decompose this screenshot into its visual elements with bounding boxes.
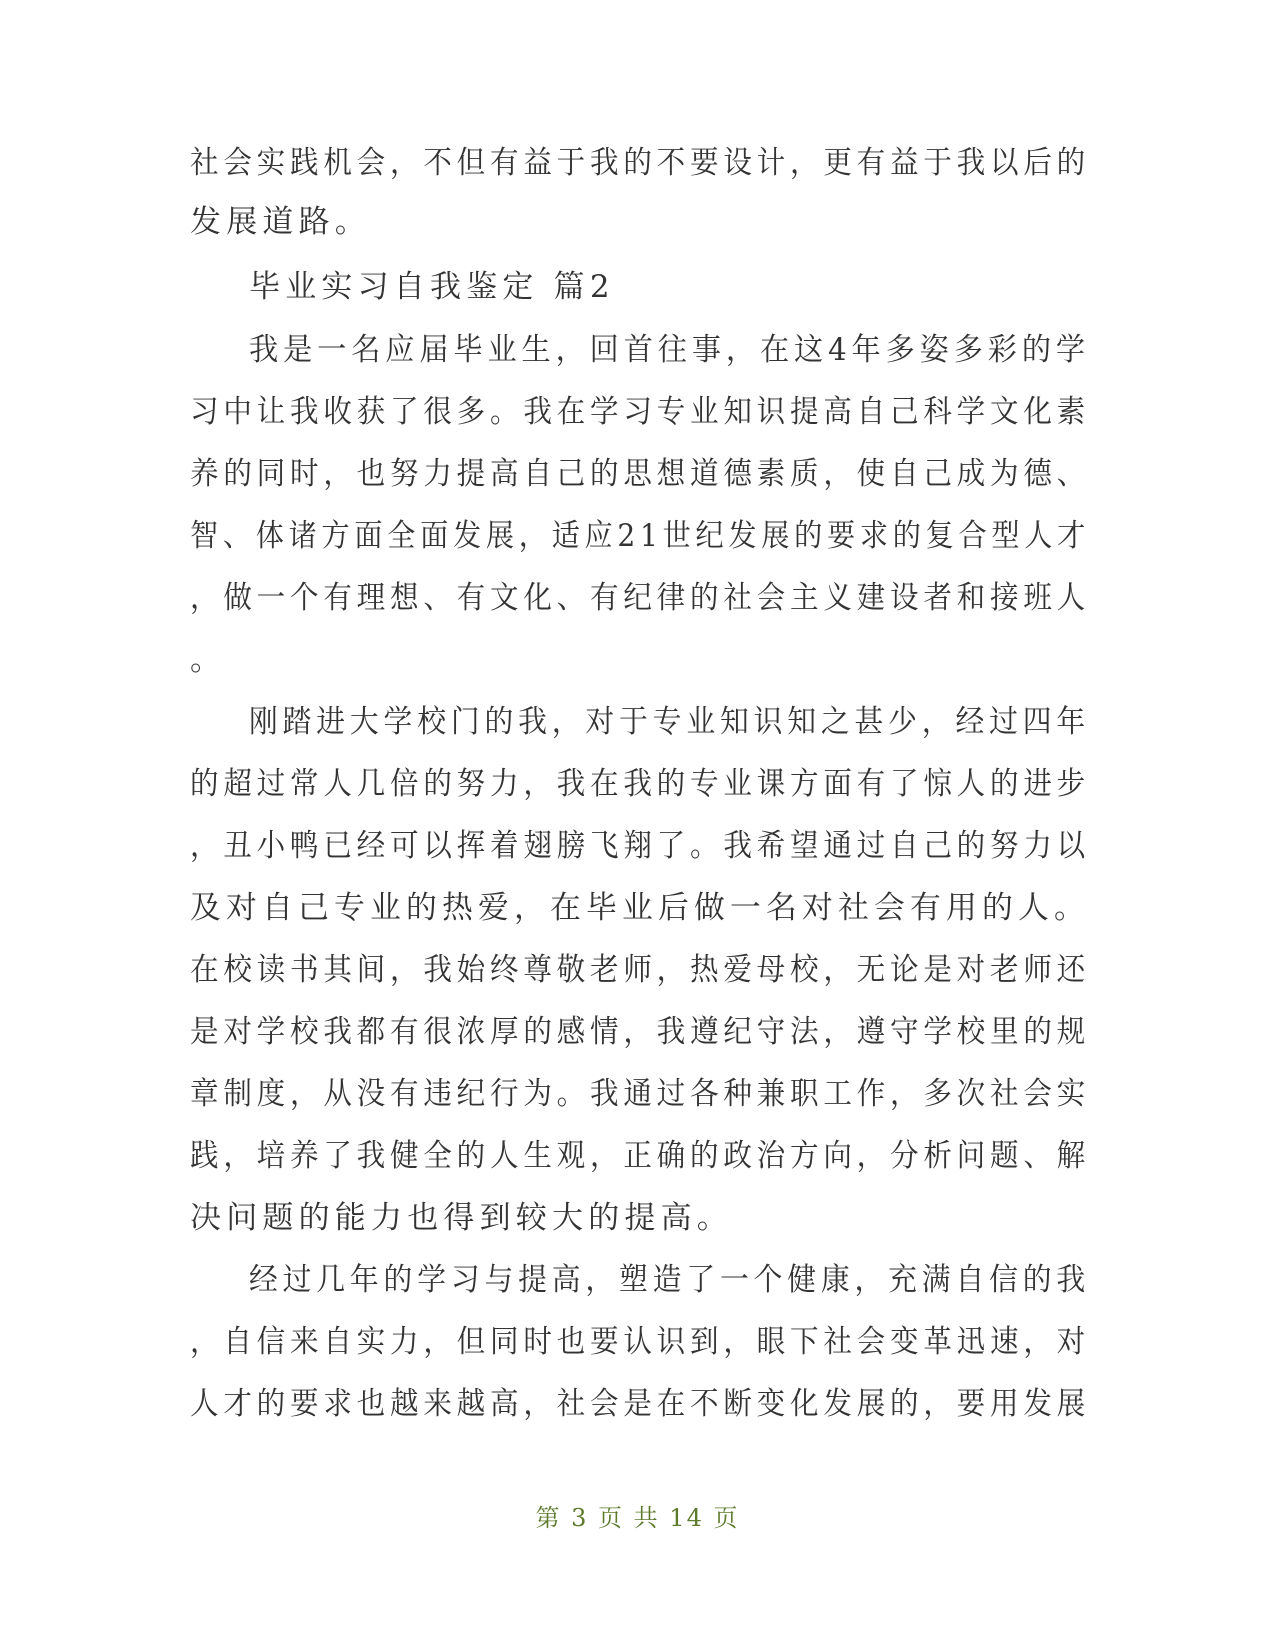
paragraph-line: 的超过常人几倍的努力，我在我的专业课方面有了惊人的进步 bbox=[190, 766, 1090, 802]
paragraph-line: 刚踏进大学校门的我，对于专业知识知之甚少，经过四年 bbox=[249, 704, 1090, 740]
paragraph-line: 人才的要求也越来越高，社会是在不断变化发展的，要用发展 bbox=[190, 1386, 1090, 1422]
paragraph-line: 及对自己专业的热爱，在毕业后做一名对社会有用的人。 bbox=[190, 890, 1090, 926]
paragraph-line: 经过几年的学习与提高，塑造了一个健康，充满自信的我 bbox=[249, 1262, 1090, 1298]
paragraph-line: 养的同时，也努力提高自己的思想道德素质，使自己成为德、 bbox=[190, 456, 1090, 492]
paragraph-line: 智、体诸方面全面发展，适应21世纪发展的要求的复合型人才 bbox=[190, 518, 1090, 554]
paragraph-line: 社会实践机会，不但有益于我的不要设计，更有益于我以后的 bbox=[190, 145, 1090, 181]
paragraph-line: 践，培养了我健全的人生观，正确的政治方向，分析问题、解 bbox=[190, 1138, 1090, 1174]
paragraph-line: ，做一个有理想、有文化、有纪律的社会主义建设者和接班人 bbox=[190, 580, 1090, 616]
paragraph-line: 是对学校我都有很浓厚的感情，我遵纪守法，遵守学校里的规 bbox=[190, 1014, 1090, 1050]
section-heading: 毕业实习自我鉴定 篇2 bbox=[249, 269, 615, 305]
paragraph-line: 章制度，从没有违纪行为。我通过各种兼职工作，多次社会实 bbox=[190, 1076, 1090, 1112]
paragraph-line: 习中让我收获了很多。我在学习专业知识提高自己科学文化素 bbox=[190, 394, 1090, 430]
paragraph-line: 我是一名应届毕业生，回首往事，在这4年多姿多彩的学 bbox=[249, 332, 1090, 368]
paragraph-line: 。 bbox=[190, 642, 227, 678]
paragraph-line: 发展道路。 bbox=[190, 204, 371, 240]
paragraph-line: 决问题的能力也得到较大的提高。 bbox=[190, 1200, 733, 1236]
paragraph-line: ，丑小鸭已经可以挥着翅膀飞翔了。我希望通过自己的努力以 bbox=[190, 828, 1090, 864]
page-number-footer: 第 3 页 共 14 页 bbox=[535, 1504, 740, 1532]
paragraph-line: ，自信来自实力，但同时也要认识到，眼下社会变革迅速，对 bbox=[190, 1324, 1090, 1360]
paragraph-line: 在校读书其间，我始终尊敬老师，热爱母校，无论是对老师还 bbox=[190, 952, 1090, 988]
